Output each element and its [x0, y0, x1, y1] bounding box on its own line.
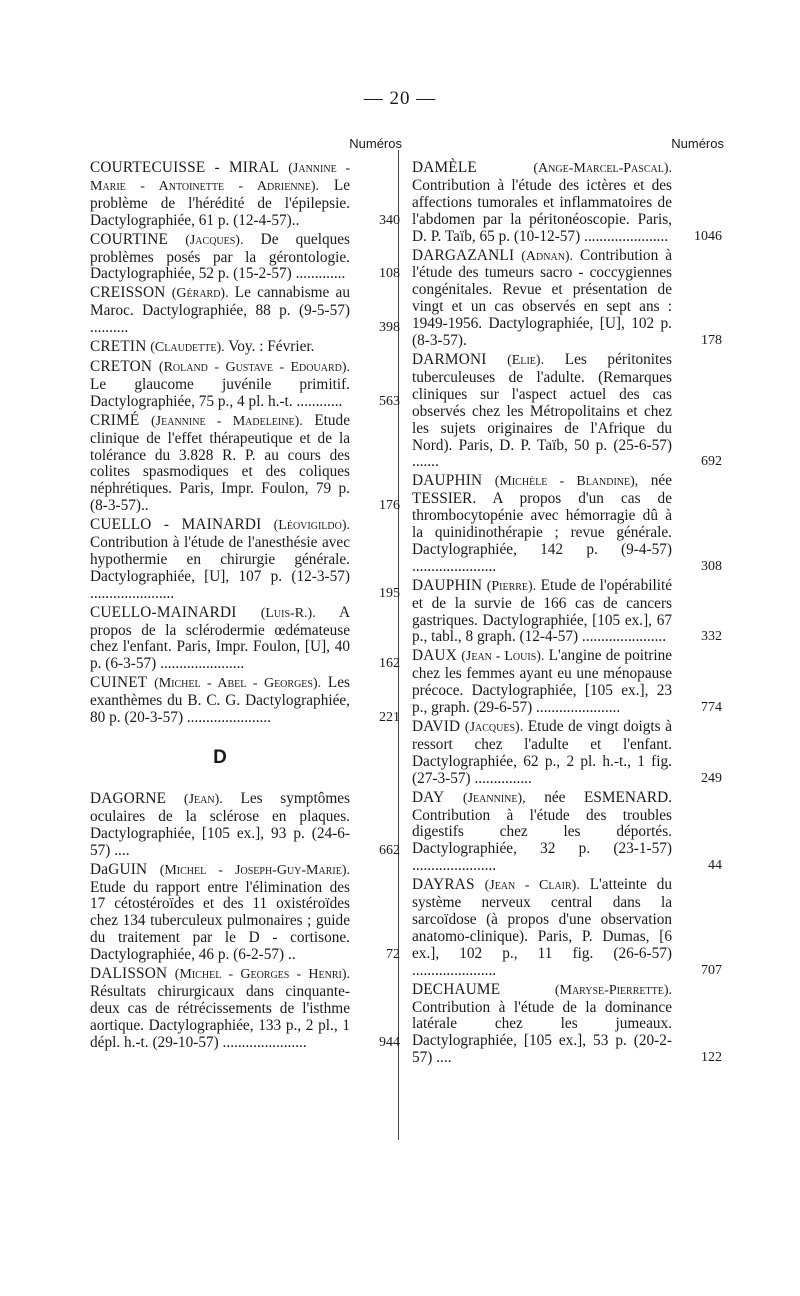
author-given-names: (Gérard).: [171, 286, 229, 302]
author-surname: CUELLO - MAINARDI: [90, 516, 262, 534]
author-given-names: (Ange-Marcel-Pascal).: [533, 161, 672, 176]
thesis-description: Contribution à l'étude de la dominance latérale chez les jumeaux. Dactylographiée, [105 ex.], 53 p. (20-2-57) ....: [412, 998, 672, 1067]
thesis-description: Contribution à l'étude des tumeurs sacro - coccygiennes congénitales. Revue et présentation de vingt et un cas observés en sept ans : 1949-1956. Dactylographiée, [U], 102 p. (8-3-57).: [412, 246, 672, 350]
author-surname: CRETON: [90, 357, 153, 375]
index-entry: [412, 718, 722, 788]
author-given-names: (Jean).: [183, 792, 223, 807]
left-entries-bottom: [90, 790, 400, 1052]
entry-number: 662: [379, 842, 400, 858]
entry-text: [412, 982, 672, 1068]
author-surname: DAGORNE: [90, 790, 167, 807]
entry-text: [412, 578, 672, 647]
author-given-names: (Jacques).: [185, 232, 244, 248]
entry-text: [90, 232, 350, 284]
thesis-description: Les péritonites tuberculeuses de l'adulte. (Remarques cliniques sur l'aspect actuel des cas observés chez les Métropolitains et chez les sujets originaires de l'Afrique du Nord). Paris, D. P. Taïb, 50 p. (25-6-57) .......: [412, 350, 673, 471]
entry-text: [90, 862, 350, 964]
entry-number: 340: [379, 212, 400, 228]
index-entry: [412, 159, 722, 246]
author-surname: DECHAUME: [412, 980, 501, 998]
entry-number: 108: [379, 266, 400, 282]
entry-text: [90, 791, 350, 860]
author-given-names: (Michel - Abel - Georges).: [154, 676, 322, 692]
index-entry: [90, 230, 400, 284]
index-entry: [412, 350, 722, 471]
author-surname: COURTECUISSE - MIRAL: [90, 159, 280, 176]
index-entry: [90, 357, 400, 411]
thesis-description: L'atteinte du système nerveux central dans la sarcoïdose (à propos d'une observation anatomo-clinique). Paris, P. Dumas, [6 ex.], 102 p., 11 fig. (26-6-57) ......................: [412, 876, 672, 979]
entry-number: 122: [701, 1050, 722, 1066]
thesis-description: Etude de l'opérabilité et de la survie de 166 cas de cancers gastriques. Dactylographiée, [105 ex.], 67 p., tabl., 8 graph. (12-4-57) ......................: [412, 576, 673, 646]
index-entry: [90, 159, 400, 230]
thesis-description: née TESSIER. A propos d'un cas de thrombocytopénie avec hémorragie dû à la quinidinothérapie ; revue générale. Dactylographiée, 142 p. (9-4-57) ......................: [412, 472, 673, 575]
index-entry: [412, 472, 722, 575]
entry-number: 1046: [694, 228, 722, 244]
author-given-names: (Léovigildo).: [273, 518, 351, 534]
index-entry: [90, 674, 400, 727]
index-entry: [90, 860, 400, 964]
entry-number: 944: [379, 1034, 400, 1050]
author-surname: CREISSON: [90, 284, 166, 302]
entry-number: 44: [708, 858, 722, 874]
author-given-names: (Claudette).: [150, 340, 225, 356]
author-given-names: (Jannine - Marie - Antoinette - Adrienne).: [90, 161, 350, 194]
entry-number: 72: [386, 947, 400, 963]
entry-number: 692: [701, 454, 722, 470]
author-surname: DARMONI: [412, 350, 487, 368]
entry-number: 221: [379, 710, 400, 726]
index-entry: [412, 788, 722, 876]
thesis-description: Le cannabisme au Maroc. Dactylographiée, 88 p. (9-5-57) ..........: [90, 284, 350, 337]
index-entry: [412, 246, 722, 350]
author-given-names: (Elie).: [507, 352, 545, 368]
author-given-names: (Pierre).: [486, 578, 537, 594]
left-entries-top: [90, 159, 400, 727]
entry-text: [90, 285, 350, 337]
author-surname: DAUPHIN: [412, 472, 483, 490]
entry-number: 332: [701, 629, 722, 645]
author-given-names: (Adnan).: [521, 248, 574, 264]
entry-number: 707: [701, 962, 722, 978]
entry-text: [90, 160, 350, 230]
entry-text: [90, 675, 350, 727]
entry-number: 162: [379, 656, 400, 672]
author-surname: CUINET: [90, 674, 148, 692]
entry-number: 398: [379, 320, 400, 336]
thesis-description: De quelques problèmes posés par la gérontologie. Dactylographiée, 52 p. (15-2-57) .............: [90, 230, 351, 283]
author-surname: DALISSON: [90, 965, 168, 983]
author-surname: DARGAZANLI: [412, 246, 515, 264]
index-entry: [90, 411, 400, 515]
thesis-description: Résultats chirurgicaux dans cinquante-deux cas de rétrécissements de l'isthme aortique. Dactylographiée, 133 p., 2 pl., 1 dépl. h.-t. (29-10-57) ......................: [90, 982, 350, 1051]
entry-text: [90, 359, 350, 411]
index-entry: [90, 516, 400, 603]
author-given-names: (Maryse-Pierrette).: [554, 982, 672, 998]
entry-text: [90, 517, 350, 603]
entry-text: [412, 473, 672, 575]
thesis-description: Etude de vingt doigts à ressort chez l'adulte et l'enfant. Dactylographiée, 62 p., 2 pl. h.-t., 1 fig. (27-3-57) ...............: [412, 718, 672, 787]
author-given-names: (Jeannine - Madeleine).: [151, 413, 303, 429]
thesis-description: Contribution à l'étude de l'anesthésie avec hypothermie en chirurgie générale. Dactylographiée, [U], 107 p. (12-3-57) ......................: [90, 534, 350, 602]
author-given-names: (Jeannine),: [462, 790, 526, 806]
entry-number: 774: [701, 700, 722, 716]
author-surname: CRETIN: [90, 338, 147, 356]
entry-number: 308: [701, 558, 722, 574]
entry-number: 563: [379, 393, 400, 409]
author-surname: DAYRAS: [412, 876, 475, 894]
entry-text: [412, 719, 672, 788]
author-surname: CUELLO-MAINARDI: [90, 603, 237, 621]
entry-text: [90, 605, 350, 674]
thesis-description: Contribution à l'étude des ictères et des affections tumorales et inflammatoires de l'abdomen par la péritonéoscopie. Paris, D. P. Taïb, 65 p. (10-12-57) ......................: [412, 176, 672, 245]
author-given-names: (Michel - Georges - Henri).: [174, 967, 350, 983]
author-surname: COURTINE: [90, 230, 169, 248]
thesis-description: née ESMENARD. Contribution à l'étude des troubles digestifs chez les déportés. Dactylographiée, 32 p. (23-1-57) ......................: [412, 788, 672, 875]
index-entry: [90, 339, 390, 357]
author-given-names: (Roland - Gustave - Edouard).: [158, 359, 350, 375]
author-surname: DAY: [412, 788, 445, 806]
author-surname: DAVID: [412, 718, 461, 735]
page-number: — 20 —: [363, 88, 437, 109]
author-surname: DaGUIN: [90, 860, 148, 878]
entry-number: 176: [379, 498, 400, 514]
entry-text: [412, 648, 672, 717]
entry-number: 195: [379, 585, 400, 601]
entry-number: 178: [701, 333, 722, 349]
index-entry: [412, 647, 722, 717]
thesis-description: Etude du rapport entre l'élimination des 17 cétostéroïdes et des 11 oxistéroïdes chez 134 tuberculeux pulmonaires ; guide du traitement par le D - cortisone. Dactylographiée, 46 p. (6-2-57) ..: [90, 878, 350, 964]
author-given-names: (Luis-R.).: [260, 605, 316, 621]
thesis-description: Voy. : Février.: [228, 338, 315, 356]
thesis-description: Les exanthèmes du B. C. G. Dactylographiée, 80 p. (20-3-57) ......................: [90, 674, 351, 727]
numeros-header-right: Numéros: [671, 136, 724, 151]
index-entry: [90, 284, 400, 337]
right-entries: [412, 159, 722, 1067]
index-entry: [412, 576, 722, 647]
author-surname: CRIMÉ: [90, 411, 140, 429]
index-entry: [90, 790, 400, 860]
index-entry: [412, 980, 722, 1068]
author-surname: DAUX: [412, 647, 457, 665]
author-given-names: (Jean - Louis).: [461, 649, 545, 665]
thesis-description: Le glaucome juvénile primitif. Dactylographiée, 75 p., 4 pl. h.-t. ............: [90, 375, 350, 410]
entry-number: 249: [701, 770, 722, 786]
index-entry: [90, 965, 400, 1052]
author-given-names: (Michel - Joseph-Guy-Marie).: [159, 862, 350, 878]
thesis-description: Le problème de l'hérédité de l'épilepsie. Dactylographiée, 61 p. (12-4-57)..: [90, 176, 350, 229]
entry-text: [412, 160, 672, 246]
entry-text: [90, 413, 350, 515]
thesis-description: Etude clinique de l'effet thérapeutique et de la tolérance du 3.828 R. P. au cours des colites spasmodiques et des coliques néphrétiques. Paris, Impr. Foulon, 79 p. (8-3-57)..: [90, 411, 350, 515]
thesis-description: A propos de la sclérodermie œdémateuse chez l'enfant. Paris, Impr. Foulon, [U], 40 p. (6-3-57) ......................: [90, 603, 351, 673]
author-given-names: (Jacques).: [464, 720, 524, 735]
entry-text: [412, 248, 672, 350]
thesis-description: L'angine de poitrine chez les femmes ayant eu une ménopause précoce. Dactylographiée, [105 ex.], 23 p., graph. (29-6-57) ......................: [412, 647, 673, 717]
numeros-header-left: Numéros: [349, 136, 402, 151]
author-surname: DAUPHIN: [412, 576, 483, 594]
index-entry: [90, 603, 400, 674]
right-column: [412, 136, 724, 1069]
entry-text: [90, 339, 350, 357]
author-given-names: (Michèle - Blandine),: [494, 474, 639, 490]
entry-text: [412, 352, 672, 471]
author-surname: DAMÈLE: [412, 159, 477, 176]
section-letter: D: [213, 747, 227, 768]
author-given-names: (Jean - Clair).: [484, 878, 580, 894]
entry-text: [412, 790, 672, 876]
entry-text: [412, 877, 672, 979]
left-column: [90, 136, 402, 1054]
index-entry: [412, 876, 722, 979]
thesis-description: Les symptômes oculaires de la sclérose en plaques. Dactylographiée, [105 ex.], 93 p. (24-6-57) ....: [90, 790, 350, 859]
entry-text: [90, 966, 350, 1052]
column-divider: [398, 150, 399, 1140]
